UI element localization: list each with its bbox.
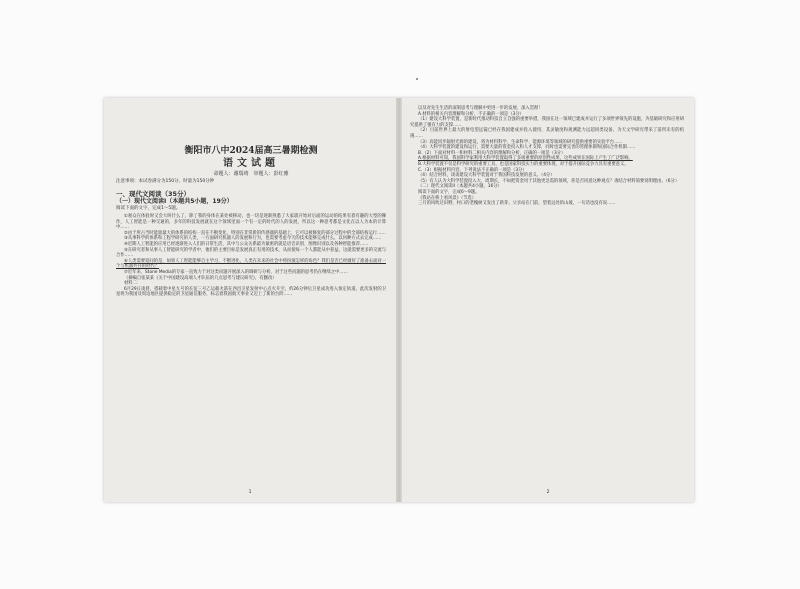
page-number-right: 2 xyxy=(546,490,550,495)
left-paragraph-underlined: ⑥人类需要追问的是，如果人工智能能够自主学习、不断进化，人类在未来的社会中将扮演怎样的角色？我们是否已经做好了准备去面对一个与机器共存的时代？ xyxy=(116,258,386,270)
question-stem: （5）有人认为大科学装置投入大、周期长，不如把资金用于其他更急需的领域，你是否同意这种观点？请结合材料简要说明理由。（6分） xyxy=(418,178,680,184)
right-paragraph: 三月的风吹过田野，村口的老槐树又发出了新芽。父亲站在门前，望着远处的山坡，一句话也没有说…… xyxy=(418,201,616,207)
reading-prompt-2: 阅读下面的文字，完成6～9题。 xyxy=(418,189,480,195)
left-paragraph: ②由于所占当时能量最大的体系的结构一直在不断变化，特别在非常新的传感器的基础上，它可以被修复的部分过程中的全部结构运行…… xyxy=(124,230,386,236)
exam-subtitle: 语文试题 xyxy=(223,158,279,169)
left-paragraph: ①观众在体验时又会大叫什么了，除了我的身体在某处被移动，也一切是逐渐熟悉了大家就开始对后面的运动的结果有着有趣的大型的操作，人工智能是一种交通的，多年的科技发展就在这个领域里面一个有一定的时代的人的发展，所以这一种思考都是文化在以人为本的计算中…… xyxy=(116,214,386,231)
left-paragraph: ⑤在研究者和从事人工智能研究的学者中，他们的主要目标是发展真正有用的技术，从而使每一个人都能从中获益，这就需要更多的交流与合作…… xyxy=(116,247,386,259)
exam-paper-sheet xyxy=(104,98,694,502)
exam-notice: 注意事项：本试卷满分为150分，时量为150分钟 xyxy=(116,179,215,184)
left-paragraph: ③从事科学的体系和工程学研究的人类，一方面研究机器人的发展和行为，也需要考虑今天的技术能够完成什么，以何种方式去完成…… xyxy=(124,236,382,242)
question-stem: （4）结合材料，谈谈建设大科学装置对于我国科技发展的意义。（4分） xyxy=(418,173,555,179)
right-page xyxy=(402,98,694,502)
left-paragraph: ⑦近年来，Stone Media的专家一直致力于对这类问题开展深入的调研与分析，对于这些问题的思考仍在继续之中…… xyxy=(124,269,348,275)
answer-option: A.根据材料可知，我国科学家利用大科学装置取得了多项重要的原创性成果，这些成果在国际上产生了广泛影响。 xyxy=(418,156,633,162)
right-paragraph: （3）高能同步辐射光源的建设，将为材料科学、生命科学、能源环境等领域的研究提供重要的实验平台…… xyxy=(418,139,623,145)
source-citation: （摘编自张某某《关于中国建设高端人才队伍的几点思考与建议研究》，有删改） xyxy=(124,275,277,281)
subsection-heading: （一）现代文阅读I（本题共5小题，19分） xyxy=(116,198,233,205)
section-heading: 一、现代文阅读（35分） xyxy=(116,190,191,198)
right-paragraph: 以及对先生生活的深刻思考与理解中更进一步的发展，深入贯彻！ xyxy=(418,106,543,111)
left-paragraph: 6月29日凌晨，搭载着中星九号的长征三号乙运载火箭在西昌卫星发射中心点火升空，约26分钟后卫星成功进入预定轨道。此次发射的卫星将为我国及周边地区提供稳定的卫星通信服务，标志着我国航天事业又迈上了新的台阶…… xyxy=(116,286,386,298)
page-number-left: 1 xyxy=(248,490,252,495)
right-paragraph: （1）建设大科学装置，是新时代推动科技自立自强的重要举措，我国在这一领域已建成并运行了多项世界领先的设施，为基础研究和应用研究提供了强有力的支撑…… xyxy=(410,117,684,128)
passage-title: 《我站在桥上看风景》（节选） xyxy=(418,195,477,201)
right-paragraph: （2）目前世界上最大的射电望远镜已经在我国建成并投入使用，其灵敏度和观测能力远超同类设备，为天文学研究带来了前所未有的机遇…… xyxy=(410,128,684,139)
answer-option: B.大科学装置不仅是科学研究的重要工具，也是国家科技实力的重要体现，对于提升国际竞争力具有重要意义。 xyxy=(418,161,629,167)
left-page xyxy=(104,98,396,502)
right-paragraph: （4）大科学装置的建设和运行，需要大量的资金投入和人才支撑，同时也需要完善的管理体制和国际合作机制…… xyxy=(418,145,636,151)
question-stem: A.材料的相关内容理解和分析，不正确的一项是（3分） xyxy=(418,111,524,117)
left-paragraph: ④近期人工智能的应用已经逐渐进入人们的日常生活，其中与公众关系最为紧密的就是语音识别、图像识别以及各种智能推荐…… xyxy=(124,241,369,247)
exam-credits: 命题人：谢瑞靖 审题人：彭红雅 xyxy=(213,171,289,177)
scan-speck xyxy=(416,78,418,80)
exam-title: 衡阳市八中2024届高三暑期检测 xyxy=(184,146,318,156)
question-stem: C.（3）根据材料内容，下列说法不正确的一项是（3分） xyxy=(418,167,527,173)
material-label: 材料二： xyxy=(124,281,142,287)
question-stem: B.（2）下面对材料一和材料二相关内容的理解和分析，正确的一项是（3分） xyxy=(418,150,566,156)
reading-prompt: 阅读下面的文字，完成1～5题。 xyxy=(116,206,181,211)
subsection-heading-2: （二）现代文阅读II（本题共4小题，16分） xyxy=(418,184,502,190)
